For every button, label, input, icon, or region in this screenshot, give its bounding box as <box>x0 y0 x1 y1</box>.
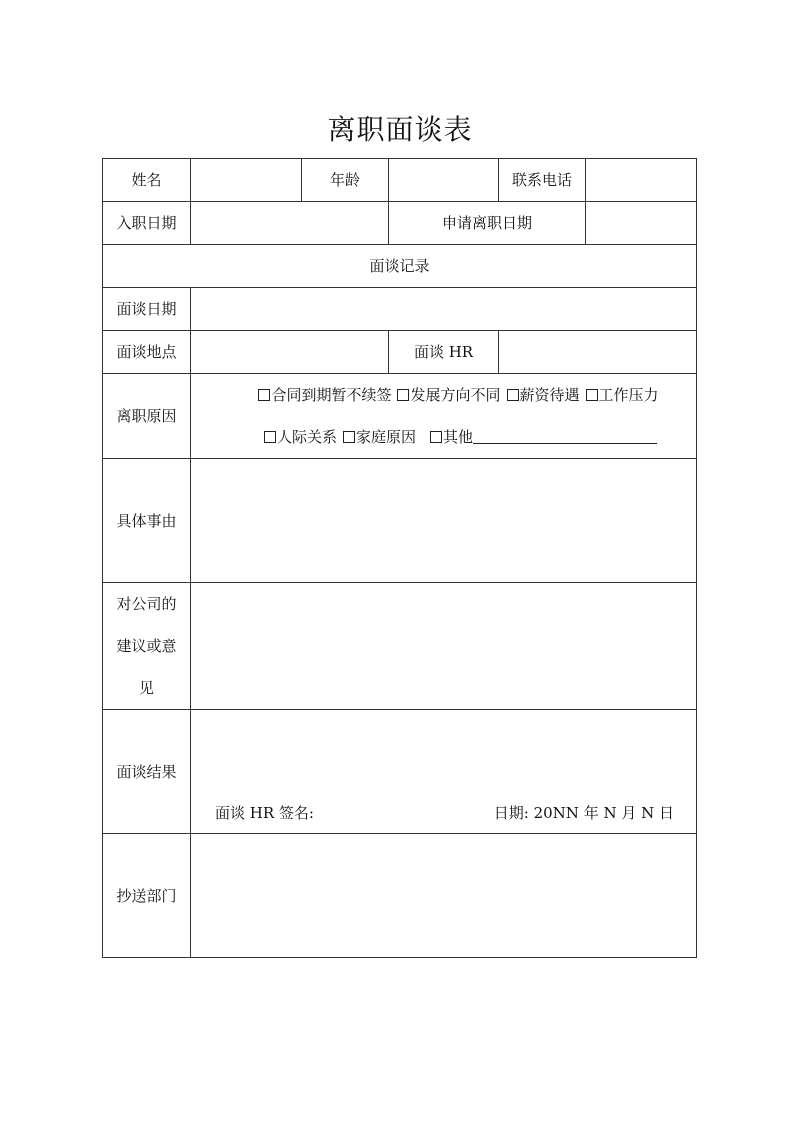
row-specific-matters <box>103 459 697 583</box>
hire-date-field[interactable] <box>191 202 389 245</box>
reason-option[interactable]: 人际关系 <box>264 416 337 458</box>
reason-option[interactable]: 合同到期暂不续签 <box>258 374 391 416</box>
label-name: 姓名 <box>103 159 191 202</box>
page-title: 离职面谈表 <box>327 113 473 146</box>
label-cc-department: 抄送部门 <box>103 834 191 958</box>
checkbox-icon[interactable] <box>258 389 270 401</box>
row-leave-reason <box>103 374 697 459</box>
row-cc-department <box>103 834 697 958</box>
row-record-header <box>103 245 697 288</box>
interview-form-table <box>102 158 697 958</box>
label-phone: 联系电话 <box>499 159 586 202</box>
label-interview-location: 面谈地点 <box>103 331 191 374</box>
checkbox-icon[interactable] <box>264 431 276 443</box>
specific-matters-field[interactable] <box>191 459 697 583</box>
reason-option[interactable]: 工作压力 <box>586 374 659 416</box>
label-hire-date: 入职日期 <box>103 202 191 245</box>
section-interview-record: 面谈记录 <box>103 245 697 288</box>
label-age: 年龄 <box>302 159 389 202</box>
hr-signature-label: 面谈 HR 签名: <box>215 804 314 822</box>
age-field[interactable] <box>389 159 499 202</box>
row-basic-info <box>103 159 697 202</box>
label-suggestions: 对公司的 建议或意 见 <box>103 583 191 710</box>
row-dates <box>103 202 697 245</box>
row-interview-date <box>103 288 697 331</box>
signature-date: 日期: 20NN 年 N 月 N 日 <box>493 804 675 822</box>
label-specific-matters: 具体事由 <box>103 459 191 583</box>
reason-options-line-1 <box>191 374 696 416</box>
name-field[interactable] <box>191 159 302 202</box>
leave-reason-options <box>191 374 697 459</box>
checkbox-icon[interactable] <box>397 389 409 401</box>
apply-leave-date-field[interactable] <box>586 202 697 245</box>
reason-options-line-2 <box>191 416 696 458</box>
signature-row <box>215 802 674 823</box>
reason-option-other[interactable]: 其他 <box>430 416 657 458</box>
reason-option[interactable]: 发展方向不同 <box>397 374 500 416</box>
interview-date-field[interactable] <box>191 288 697 331</box>
label-interview-hr: 面谈 HR <box>389 331 499 374</box>
reason-option[interactable]: 薪资待遇 <box>507 374 580 416</box>
reason-option[interactable]: 家庭原因 <box>343 416 416 458</box>
cc-department-field[interactable] <box>191 834 697 958</box>
label-leave-reason: 离职原因 <box>103 374 191 459</box>
checkbox-icon[interactable] <box>430 431 442 443</box>
phone-field[interactable] <box>586 159 697 202</box>
interview-result-field[interactable] <box>191 710 697 834</box>
interview-hr-field[interactable] <box>499 331 697 374</box>
label-apply-leave-date: 申请离职日期 <box>389 202 586 245</box>
row-interview-location <box>103 331 697 374</box>
other-reason-blank[interactable] <box>473 429 657 444</box>
interview-location-field[interactable] <box>191 331 389 374</box>
row-suggestions <box>103 583 697 710</box>
checkbox-icon[interactable] <box>586 389 598 401</box>
checkbox-icon[interactable] <box>507 389 519 401</box>
suggestions-field[interactable] <box>191 583 697 710</box>
row-interview-result <box>103 710 697 834</box>
label-interview-date: 面谈日期 <box>103 288 191 331</box>
checkbox-icon[interactable] <box>343 431 355 443</box>
label-interview-result: 面谈结果 <box>103 710 191 834</box>
